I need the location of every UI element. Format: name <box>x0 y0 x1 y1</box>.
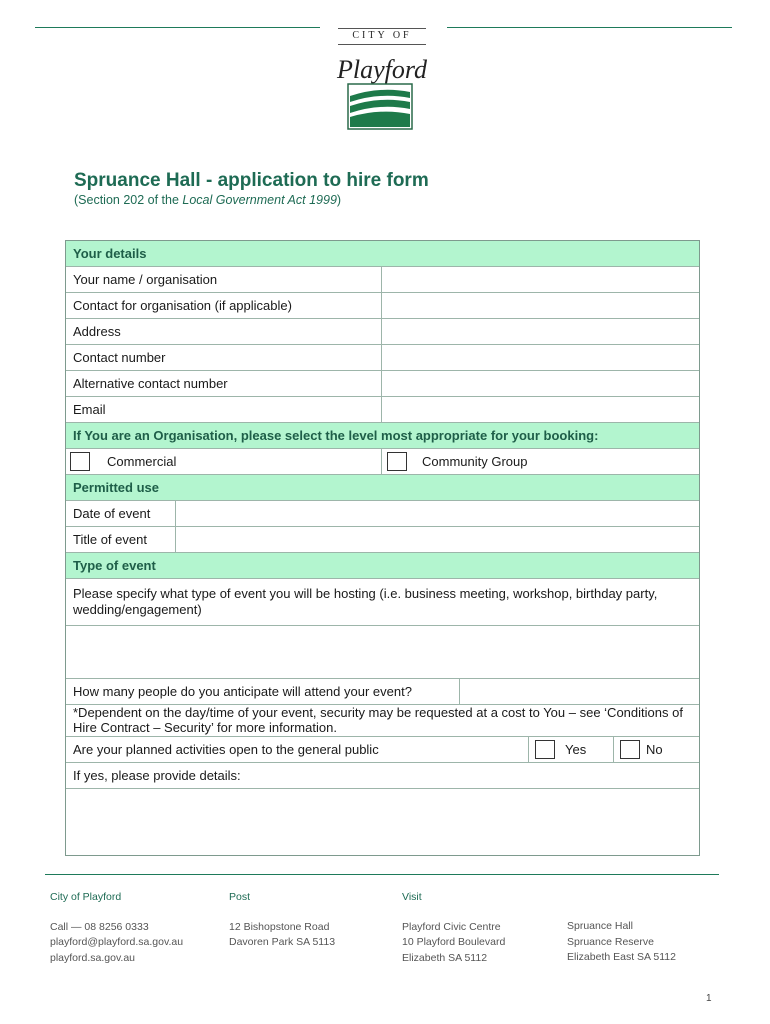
city-of-playford-logo <box>322 26 442 132</box>
alt-contact-number-input[interactable] <box>382 371 699 396</box>
security-note-row <box>66 704 699 736</box>
section-organisation-level <box>66 422 699 448</box>
section-heading: Permitted use <box>73 480 159 495</box>
option-label: Yes <box>565 742 587 757</box>
footer-heading: Visit <box>402 891 422 903</box>
header-rule-right <box>447 27 732 28</box>
section-permitted-use <box>66 474 699 500</box>
footer-email-link[interactable]: playford@playford.sa.gov.au <box>50 936 184 948</box>
security-note: *Dependent on the day/time of your event, security may be requested at a cost to You – see ‘Conditions of Hire Contract – Security’ for more information. <box>73 705 683 735</box>
footer-line: Spruance Reserve <box>567 935 654 948</box>
option-yes <box>529 737 614 762</box>
event-type-textarea[interactable] <box>66 625 699 678</box>
attendance-row <box>66 678 699 704</box>
footer-line: Davoren Park SA 5113 <box>229 936 336 948</box>
option-label: No <box>646 742 663 757</box>
footer-line: 10 Playford Boulevard <box>402 936 506 948</box>
organisation-level-options <box>66 448 699 474</box>
logo-city-of: CITY OF <box>352 30 412 41</box>
footer-heading: City of Playford <box>50 891 122 903</box>
option-no <box>614 737 699 762</box>
public-activities-row <box>66 736 699 762</box>
email-input[interactable] <box>382 397 699 422</box>
option-commercial <box>66 449 382 474</box>
svg-text:Playford: Playford <box>336 55 428 84</box>
details-textarea[interactable] <box>66 788 699 855</box>
act-name: Local Government Act 1999 <box>182 193 337 207</box>
commercial-checkbox[interactable] <box>70 452 90 471</box>
field-row-name <box>66 266 699 292</box>
details-prompt-row <box>66 762 699 788</box>
attendance-input[interactable] <box>460 679 699 704</box>
field-row-email <box>66 396 699 422</box>
field-label: Alternative contact number <box>66 371 382 396</box>
section-type-of-event <box>66 552 699 578</box>
yes-checkbox[interactable] <box>535 740 555 759</box>
footer-col-city <box>50 890 183 966</box>
footer-line: 12 Bishopstone Road <box>229 920 330 933</box>
section-heading: Type of event <box>73 558 156 573</box>
community-group-checkbox[interactable] <box>387 452 407 471</box>
field-label: Email <box>66 397 382 422</box>
field-row-address <box>66 318 699 344</box>
header-rule-left <box>35 27 320 28</box>
section-heading: If You are an Organisation, please select the level most appropriate for your booking: <box>73 428 599 443</box>
field-label: Your name / organisation <box>66 267 382 292</box>
option-community <box>382 449 699 474</box>
footer-rule <box>45 874 719 875</box>
field-row-alt-contact <box>66 370 699 396</box>
footer-phone: Call — 08 8256 0333 <box>50 920 149 933</box>
event-type-instruction-row <box>66 578 699 625</box>
public-question: Are your planned activities open to the general public <box>66 737 529 762</box>
event-type-instruction: Please specify what type of event you will be hosting (i.e. business meeting, workshop, birthday party, wedding/engagement) <box>73 586 658 617</box>
field-row-contact-number <box>66 344 699 370</box>
footer-website-link[interactable]: playford.sa.gov.au <box>50 951 136 964</box>
section-your-details <box>66 241 699 266</box>
field-label: Address <box>66 319 382 344</box>
field-row-contact-org <box>66 292 699 318</box>
page-number: 1 <box>706 993 712 1004</box>
field-row-title <box>66 526 699 552</box>
playford-wordmark-icon <box>322 26 442 132</box>
footer-col-visit <box>402 890 505 966</box>
page-title: Spruance Hall - application to hire form <box>74 170 429 191</box>
option-label: Commercial <box>107 454 177 469</box>
footer-col-spruance <box>567 905 676 966</box>
date-of-event-input[interactable] <box>176 501 699 526</box>
address-input[interactable] <box>382 319 699 344</box>
option-label: Community Group <box>422 454 528 469</box>
footer-heading: Post <box>229 891 251 903</box>
attendance-question: How many people do you anticipate will attend your event? <box>66 679 460 704</box>
contact-organisation-input[interactable] <box>382 293 699 318</box>
field-label: Date of event <box>66 501 176 526</box>
field-label: Title of event <box>66 527 176 552</box>
field-label: Contact for organisation (if applicable) <box>66 293 382 318</box>
page-subtitle: (Section 202 of the Local Government Act 1999) <box>74 193 342 207</box>
details-prompt: If yes, please provide details: <box>73 768 241 783</box>
footer-col-post <box>229 890 335 951</box>
name-organisation-input[interactable] <box>382 267 699 292</box>
section-heading: Your details <box>73 246 147 261</box>
field-row-date <box>66 500 699 526</box>
field-label: Contact number <box>66 345 382 370</box>
contact-number-input[interactable] <box>382 345 699 370</box>
footer-line: Elizabeth SA 5112 <box>402 951 488 964</box>
no-checkbox[interactable] <box>620 740 640 759</box>
footer-line: Spruance Hall <box>567 920 633 932</box>
footer-line: Playford Civic Centre <box>402 920 501 933</box>
footer-line: Elizabeth East SA 5112 <box>567 951 676 963</box>
hire-application-form <box>65 240 700 856</box>
title-of-event-input[interactable] <box>176 527 699 552</box>
